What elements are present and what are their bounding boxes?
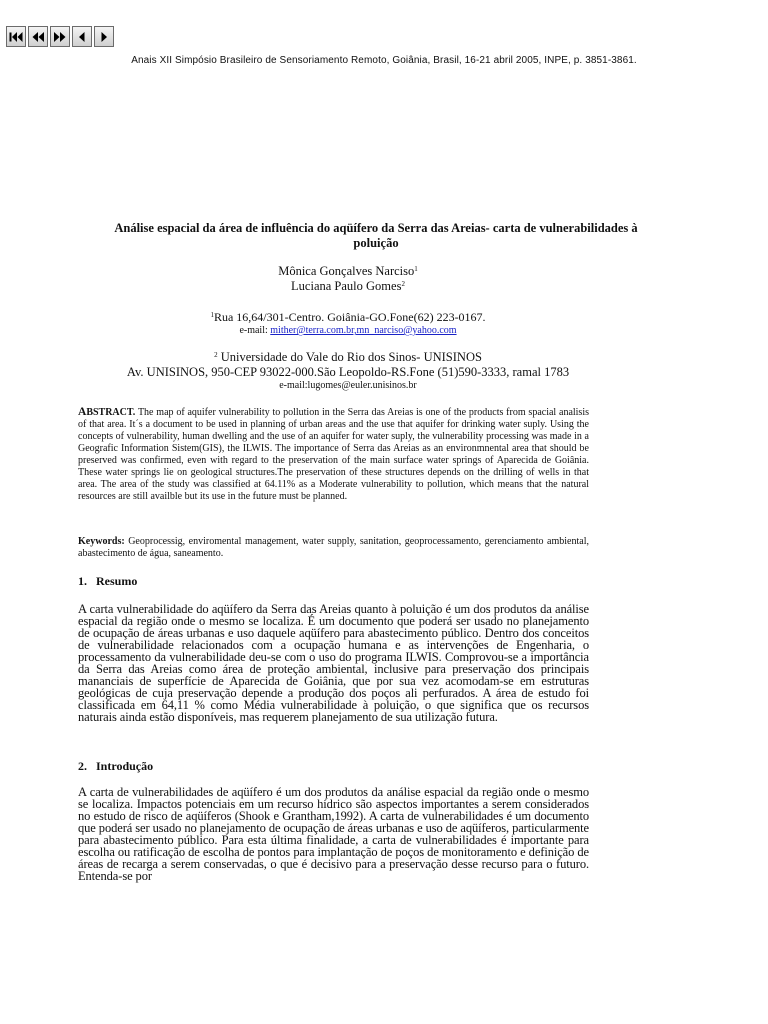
affiliation-2 [0, 350, 696, 380]
institution-name: Universidade do Vale do Rio dos Sinos- UNISINOS [217, 350, 482, 364]
author-1 [0, 264, 696, 279]
affiliation-address: Rua 16,64/301-Centro. Goiânia-GO.Fone(62) 223-0167. [213, 310, 486, 324]
affiliation-2-email: e-mail:lugomes@euler.unisinos.br [279, 380, 417, 391]
author-name: Mônica Gonçalves Narciso [278, 264, 415, 278]
keywords [78, 536, 589, 560]
next-page-icon [99, 32, 109, 42]
abstract [78, 407, 589, 503]
email-link[interactable]: mither@terra.com.br,mn_narciso@yahoo.com [270, 325, 457, 336]
section-body-introducao: A carta de vulnerabilidades de aqüífero é um dos produtos da análise espacial da região onde o mesmo se localiza. Impactos potenciais em um recurso hídrico são aspectos importantes a serem considerados no estudo de risco de aqüíferos (Shook e Grantham,1992). A carta de vulnerabilidades é um documento que poderá ser usado no planejamento de ocupação de áreas urbanas e uso de aqüíferos, particularmente para abastecimento público. Para esta última finalidade, a carta de vulnerabilidades é importante para escolha ou ratificação de escolha de pontos para implantação de poços de monitoramento e definição de áreas de recarga a serem conservadas, o que é decisivo para a preservação desse recurso para o futuro. Entenda-se por [78, 785, 589, 884]
first-page-button[interactable] [6, 26, 26, 47]
next-view-button[interactable] [50, 26, 70, 47]
next-view-icon [53, 32, 67, 42]
section-body-resumo: A carta vulnerabilidade do aqüífero da Serra das Areias quanto à poluição é um dos produtos da análise espacial da região onde o mesmo se localiza. É um documento que poderá ser usado no planejamento de ocupação de áreas urbanas e uso daquele aqüífero para abastecimento público. Dentro dos conceitos de vulnerabilidade relacionados com a ocupação humana e as intervenções de Engenharia, o processamento da vulnerabilidade deu-se com o uso do programa ILWIS. Comprovou-se a importância da Serra das Areias como área de proteção ambiental, inclusive para preservação dos principais mananciais de superfície de Aparecida de Goiânia, que por sua vez acomodam-se em estruturas geológicas de cuja preservação depende a produção dos poços ali perfurados. A área de estudo foi classificada em 64,11 % como Média vulnerabilidade à poluição, o que significa que os recursos naturais ainda estão disponíveis, mas requerem planejamento de sua utilização futura. [78, 602, 589, 725]
first-page-icon [9, 32, 23, 42]
abstract-heading-rest: BSTRACT. [86, 407, 136, 418]
affiliation-1-email [0, 325, 696, 337]
previous-view-button[interactable] [28, 26, 48, 47]
section-heading-introducao: 2. Introdução [78, 759, 154, 773]
affiliation-mark: 2 [214, 351, 218, 359]
author-list [0, 264, 696, 294]
next-page-button[interactable] [94, 26, 114, 47]
abstract-heading [78, 407, 135, 418]
affiliation-institution [0, 350, 696, 365]
author-affiliation-mark: 2 [401, 280, 405, 288]
affiliation-1-address [0, 310, 696, 324]
keywords-text: Geoprocessig, enviromental management, water supply, sanitation, geoprocessamento, gerenciamento ambiental, abastecimento de água, saneamento. [78, 536, 589, 559]
page-navigation-toolbar [6, 26, 114, 47]
author-2 [0, 279, 696, 294]
previous-page-icon [77, 32, 87, 42]
affiliation-address: Av. UNISINOS, 950-CEP 93022-000.São Leopoldo-RS.Fone (51)590-3333, ramal 1783 [126, 365, 570, 379]
affiliation-mark: 1 [210, 311, 214, 319]
previous-page-button[interactable] [72, 26, 92, 47]
section-heading-resumo: 1. Resumo [78, 574, 138, 588]
abstract-text: The map of aquifer vulnerability to pollution in the Serra das Areias is one of the products from spacial analisis of that area. It´s a document to be used in planning of urban areas and the use that aquifer for drinking water suply. Using the concepts of vulnerability, human dwelling and the use of an aquifer for water suply, the vulnerability processing was made in a Geografic Information Sistem(GIS), the ILWIS. The importance of Serra das Areias as an environmnental area that should be preserved was confirmed, even with regard to the preservation of the main surface water springs of Aparecida de Goiânia. These water springs lie on geological structures.The preservation of these structures depends on the drilling of wells in that area. The area of the study was classified at 64.11% as a Moderate vulnerability to pollution, which means that the natural resources are still availble but its use in the future must be planned. [78, 407, 589, 502]
author-affiliation-mark: 1 [414, 265, 418, 273]
paper-title: Análise espacial da área de influência do aqüífero da Serra das Areias- carta de vulnerabilidades à poluição [114, 221, 638, 250]
email-label: e-mail: [239, 325, 271, 336]
author-name: Luciana Paulo Gomes [291, 279, 402, 293]
abstract-heading-initial: A [78, 406, 87, 418]
running-header: Anais XII Simpósio Brasileiro de Sensoriamento Remoto, Goiânia, Brasil, 16-21 abril 2005, INPE, p. 3851-3861. [131, 55, 637, 66]
previous-view-icon [31, 32, 45, 42]
keywords-label: Keywords: [78, 536, 125, 547]
